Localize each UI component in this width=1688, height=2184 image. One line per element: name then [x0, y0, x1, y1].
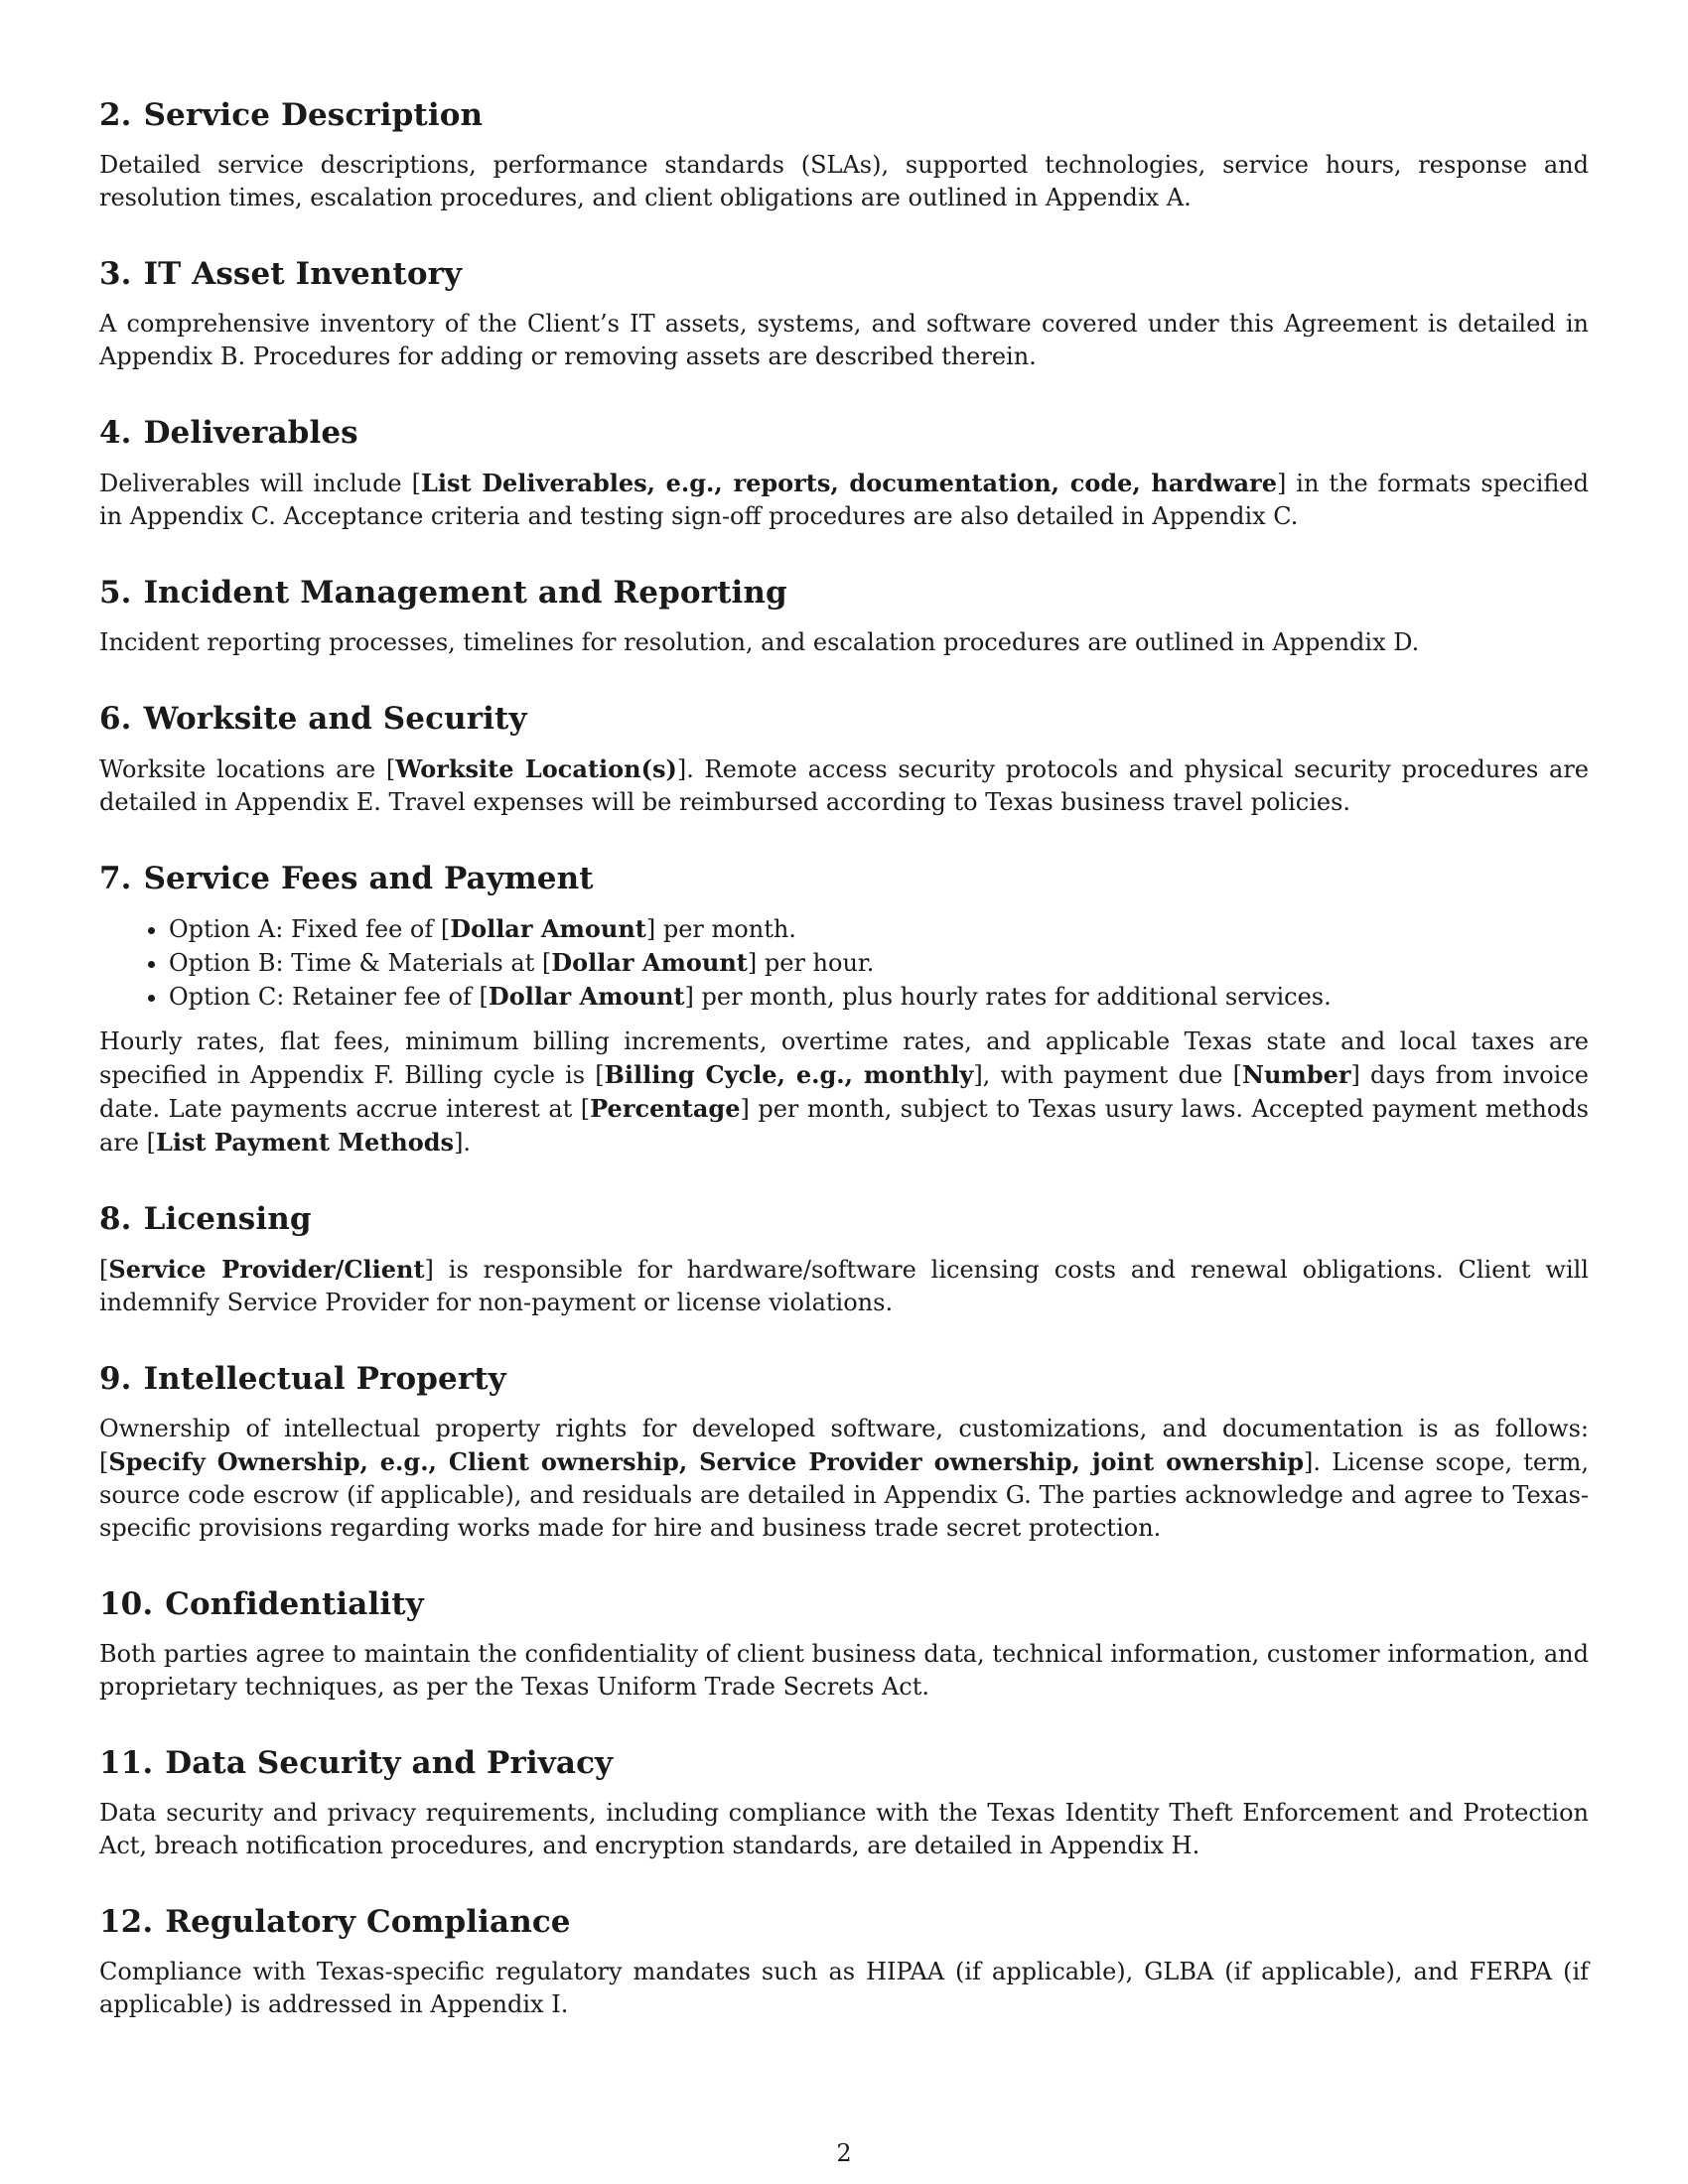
section-number: 8.	[99, 1201, 132, 1237]
section-intellectual-property	[99, 1359, 1589, 1545]
section-paragraph	[99, 1253, 1589, 1319]
section-title: Deliverables	[143, 415, 358, 451]
placeholder-field: List Payment Methods	[155, 1128, 455, 1157]
text-run: Compliance with Texas-specific regulatory mandates such as HIPAA (if applicable), GLBA (if applicable), and FERPA (if applicable) is addressed in Appendix I.	[99, 1958, 1589, 2018]
section-licensing	[99, 1199, 1589, 1319]
text-run: Ownership of intellectual property rights for developed software, customizations, and documentation is as follows: [	[99, 1415, 1589, 1476]
section-paragraph	[99, 1025, 1589, 1160]
section-heading	[99, 413, 1589, 453]
section-title: Confidentiality	[165, 1586, 424, 1622]
payment-options-list	[99, 912, 1589, 1014]
placeholder-field: Specify Ownership, e.g., Client ownership, Service Provider ownership, joint ownership	[108, 1447, 1305, 1476]
text-run: ]. License scope, term, source code escrow (if applicable), and residuals are detailed in Appendix G. The parties acknowledge and agree to Texas-specific provisions regarding works made for hire and business trade secret protection.	[99, 1448, 1589, 1542]
text-run: [	[99, 1256, 109, 1284]
section-number: 5.	[99, 575, 132, 611]
section-paragraph	[99, 1638, 1589, 1704]
section-paragraph	[99, 308, 1589, 373]
section-paragraph	[99, 626, 1589, 659]
section-incident-management-and-reporting	[99, 573, 1589, 659]
placeholder-field: Service Provider/Client	[108, 1255, 425, 1284]
text-run: ] per hour.	[747, 949, 875, 977]
section-heading	[99, 859, 1589, 898]
section-data-security-and-privacy	[99, 1743, 1589, 1862]
placeholder-field: Dollar Amount	[551, 948, 748, 977]
list-item	[169, 980, 1589, 1014]
section-paragraph	[99, 1413, 1589, 1545]
section-paragraph	[99, 1797, 1589, 1862]
placeholder-field: Billing Cycle, e.g., monthly	[604, 1060, 974, 1089]
section-worksite-and-security	[99, 699, 1589, 819]
section-it-asset-inventory	[99, 254, 1589, 373]
text-run: Both parties agree to maintain the confidentiality of client business data, technical information, customer information, and proprietary techniques, as per the Texas Uniform Trade Secrets Act.	[99, 1640, 1589, 1701]
section-number: 10.	[99, 1586, 154, 1622]
section-deliverables	[99, 413, 1589, 533]
section-title: Service Fees and Payment	[143, 861, 594, 896]
section-number: 12.	[99, 1904, 154, 1940]
section-number: 9.	[99, 1361, 132, 1397]
section-heading	[99, 573, 1589, 613]
section-regulatory-compliance	[99, 1902, 1589, 2021]
section-number: 4.	[99, 415, 132, 451]
text-run: ] days from invoice date. Late payments accrue interest at [	[99, 1061, 1589, 1123]
placeholder-field: Number	[1242, 1060, 1351, 1089]
section-paragraph	[99, 752, 1589, 819]
text-run: Worksite locations are [	[99, 755, 396, 783]
text-run: Detailed service descriptions, performance standards (SLAs), supported technologies, service hours, response and resolution times, escalation procedures, and client obligations are outlined in Appendix A.	[99, 151, 1589, 211]
text-run: ] per month.	[645, 915, 796, 943]
section-service-description	[99, 95, 1589, 214]
section-heading	[99, 254, 1589, 294]
section-title: Regulatory Compliance	[165, 1904, 571, 1940]
text-run: ] is responsible for hardware/software licensing costs and renewal obligations. Client will indemnify Service Provider for non-payment or license violations.	[99, 1256, 1589, 1316]
text-run: ] per month, plus hourly rates for additional services.	[684, 983, 1332, 1011]
placeholder-field: Percentage	[590, 1094, 741, 1123]
section-title: Worksite and Security	[143, 701, 527, 737]
list-item	[169, 946, 1589, 980]
section-paragraph	[99, 1956, 1589, 2021]
text-run: Option A: Fixed fee of [	[169, 915, 451, 943]
section-service-fees-and-payment	[99, 859, 1589, 1160]
text-run: ]. Remote access security protocols and physical security procedures are detailed in Appendix E. Travel expenses will be reimbursed according to Texas business travel policies.	[99, 755, 1590, 816]
text-run: Incident reporting processes, timelines for resolution, and escalation procedures are outlined in Appendix D.	[99, 628, 1420, 656]
text-run: Data security and privacy requirements, including compliance with the Texas Identity Theft Enforcement and Protection Act, breach notification procedures, and encryption standards, are detailed in Appendix H.	[99, 1799, 1589, 1859]
text-run: ], with payment due [	[973, 1061, 1243, 1089]
section-number: 2.	[99, 97, 132, 133]
section-heading	[99, 1743, 1589, 1783]
text-run: ] in the formats specified in Appendix C. Acceptance criteria and testing sign-off procedures are also detailed in Appendix C.	[99, 470, 1589, 530]
page-number: 2	[836, 2139, 852, 2167]
section-heading	[99, 95, 1589, 135]
section-number: 3.	[99, 256, 132, 292]
section-number: 6.	[99, 701, 132, 737]
section-title: Data Security and Privacy	[165, 1745, 614, 1781]
text-run: Option B: Time & Materials at [	[169, 949, 552, 977]
list-item	[169, 912, 1589, 946]
placeholder-field: Worksite Location(s)	[395, 754, 677, 783]
section-number: 11.	[99, 1745, 154, 1781]
document-body	[99, 95, 1589, 2061]
section-heading	[99, 1199, 1589, 1239]
section-number: 7.	[99, 861, 132, 896]
section-title: Intellectual Property	[143, 1361, 506, 1397]
section-heading	[99, 699, 1589, 739]
text-run: A comprehensive inventory of the Client’s IT assets, systems, and software covered under this Agreement is detailed in Appendix B. Procedures for adding or removing assets are described therein.	[99, 310, 1589, 370]
section-paragraph	[99, 149, 1589, 214]
section-title: IT Asset Inventory	[143, 256, 463, 292]
placeholder-field: Dollar Amount	[450, 914, 646, 943]
text-run: ] per month, subject to Texas usury laws. Accepted payment methods are [	[99, 1095, 1589, 1157]
section-title: Service Description	[143, 97, 484, 133]
section-heading	[99, 1359, 1589, 1399]
placeholder-field: List Deliverables, e.g., reports, documentation, code, hardware	[420, 469, 1277, 497]
section-heading	[99, 1902, 1589, 1942]
section-paragraph	[99, 467, 1589, 533]
text-run: Deliverables will include [	[99, 470, 421, 497]
section-confidentiality	[99, 1584, 1589, 1704]
text-run: Option C: Retainer fee of [	[169, 983, 489, 1011]
section-title: Licensing	[143, 1201, 312, 1237]
text-run: Hourly rates, flat fees, minimum billing increments, overtime rates, and applicable Texas state and local taxes are specified in Appendix F. Billing cycle is [	[99, 1027, 1589, 1089]
section-heading	[99, 1584, 1589, 1624]
placeholder-field: Dollar Amount	[488, 982, 685, 1011]
text-run: ].	[454, 1129, 472, 1157]
section-title: Incident Management and Reporting	[143, 575, 787, 611]
